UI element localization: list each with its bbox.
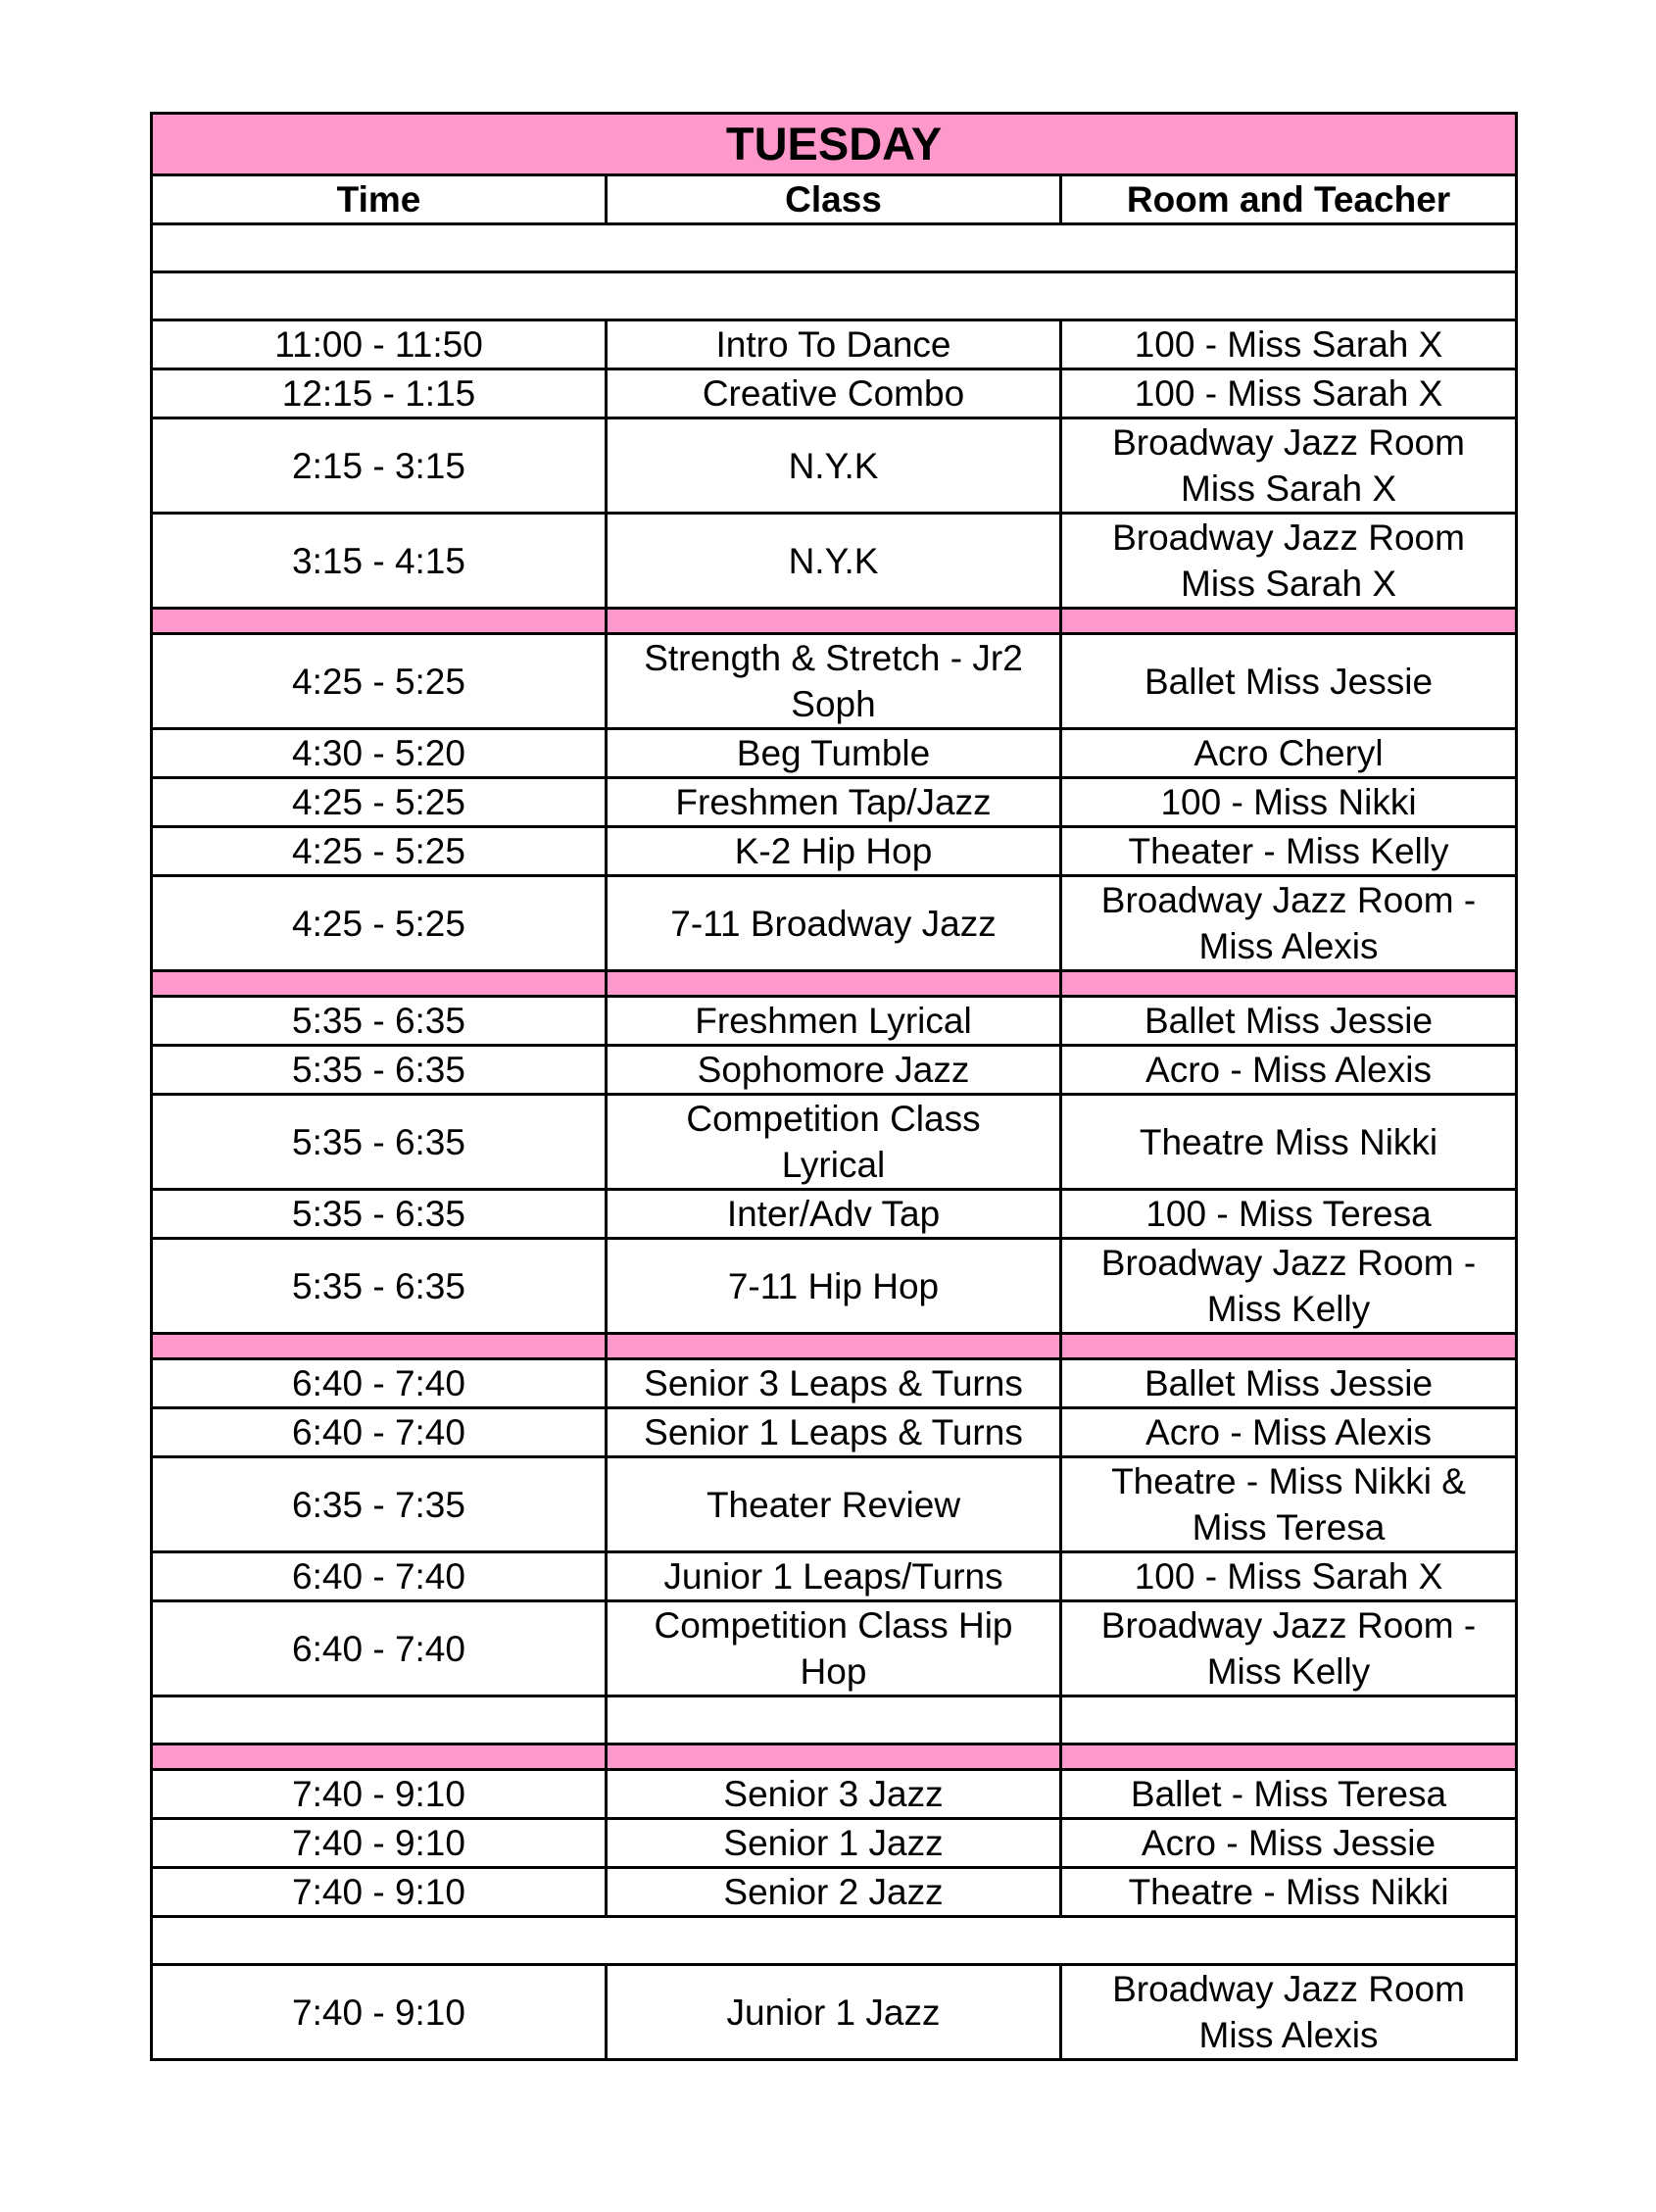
class-cell: Competition Class Lyrical <box>607 1095 1061 1190</box>
class-row <box>152 1095 1517 1190</box>
class-cell: Intro To Dance <box>607 320 1061 369</box>
class-cell: 7-11 Hip Hop <box>607 1239 1061 1334</box>
class-row <box>152 1965 1517 2060</box>
time-cell: 6:40 - 7:40 <box>152 1408 607 1457</box>
time-cell: 5:35 - 6:35 <box>152 1046 607 1095</box>
class-row <box>152 418 1517 514</box>
time-cell: 6:40 - 7:40 <box>152 1601 607 1696</box>
time-cell: 4:25 - 5:25 <box>152 778 607 827</box>
class-cell: Junior 1 Jazz <box>607 1965 1061 2060</box>
class-row <box>152 320 1517 369</box>
room-teacher-cell: Broadway Jazz Room Miss Sarah X <box>1061 514 1517 609</box>
empty-cell <box>152 1696 607 1745</box>
class-row <box>152 1408 1517 1457</box>
divider-cell <box>607 971 1061 997</box>
section-divider-row <box>152 971 1517 997</box>
room-teacher-cell: 100 - Miss Teresa <box>1061 1190 1517 1239</box>
divider-cell <box>607 609 1061 634</box>
room-teacher-cell: Ballet Miss Jessie <box>1061 997 1517 1046</box>
time-cell: 7:40 - 9:10 <box>152 1819 607 1868</box>
class-cell: Senior 3 Jazz <box>607 1770 1061 1819</box>
room-teacher-cell: 100 - Miss Sarah X <box>1061 1552 1517 1601</box>
class-row <box>152 1868 1517 1917</box>
time-cell: 3:15 - 4:15 <box>152 514 607 609</box>
room-teacher-cell: Acro - Miss Alexis <box>1061 1046 1517 1095</box>
empty-cell <box>152 1917 1517 1965</box>
class-cell: K-2 Hip Hop <box>607 827 1061 876</box>
class-cell: N.Y.K <box>607 514 1061 609</box>
divider-cell <box>152 609 607 634</box>
class-cell: N.Y.K <box>607 418 1061 514</box>
empty-cell <box>152 224 1517 272</box>
room-teacher-cell: Broadway Jazz Room - Miss Alexis <box>1061 876 1517 971</box>
class-row <box>152 778 1517 827</box>
time-cell: 7:40 - 9:10 <box>152 1770 607 1819</box>
header-room-teacher: Room and Teacher <box>1061 175 1517 224</box>
time-cell: 12:15 - 1:15 <box>152 369 607 418</box>
room-teacher-cell: Broadway Jazz Room Miss Alexis <box>1061 1965 1517 2060</box>
class-row <box>152 1770 1517 1819</box>
class-cell: Senior 2 Jazz <box>607 1868 1061 1917</box>
room-teacher-cell: Theatre - Miss Nikki <box>1061 1868 1517 1917</box>
room-teacher-cell: Theatre - Miss Nikki & Miss Teresa <box>1061 1457 1517 1552</box>
empty-cell <box>152 272 1517 320</box>
class-cell: Creative Combo <box>607 369 1061 418</box>
room-teacher-cell: Ballet Miss Jessie <box>1061 634 1517 729</box>
class-cell: Senior 1 Jazz <box>607 1819 1061 1868</box>
time-cell: 4:25 - 5:25 <box>152 827 607 876</box>
class-cell: 7-11 Broadway Jazz <box>607 876 1061 971</box>
class-row <box>152 997 1517 1046</box>
class-cell: Competition Class Hip Hop <box>607 1601 1061 1696</box>
empty-cell <box>607 1696 1061 1745</box>
class-cell: Senior 3 Leaps & Turns <box>607 1359 1061 1408</box>
class-row <box>152 1457 1517 1552</box>
time-cell: 5:35 - 6:35 <box>152 1095 607 1190</box>
empty-cell <box>1061 1696 1517 1745</box>
class-row <box>152 1239 1517 1334</box>
class-row <box>152 729 1517 778</box>
divider-cell <box>1061 609 1517 634</box>
class-row <box>152 827 1517 876</box>
header-time: Time <box>152 175 607 224</box>
time-cell: 5:35 - 6:35 <box>152 1239 607 1334</box>
class-cell: Theater Review <box>607 1457 1061 1552</box>
room-teacher-cell: Acro Cheryl <box>1061 729 1517 778</box>
divider-cell <box>607 1334 1061 1359</box>
time-cell: 2:15 - 3:15 <box>152 418 607 514</box>
class-cell: Freshmen Lyrical <box>607 997 1061 1046</box>
divider-cell <box>152 971 607 997</box>
room-teacher-cell: 100 - Miss Sarah X <box>1061 320 1517 369</box>
room-teacher-cell: Broadway Jazz Room Miss Sarah X <box>1061 418 1517 514</box>
time-cell: 4:25 - 5:25 <box>152 876 607 971</box>
time-cell: 7:40 - 9:10 <box>152 1965 607 2060</box>
class-row <box>152 1552 1517 1601</box>
time-cell: 7:40 - 9:10 <box>152 1868 607 1917</box>
time-cell: 6:40 - 7:40 <box>152 1359 607 1408</box>
room-teacher-cell: 100 - Miss Sarah X <box>1061 369 1517 418</box>
section-divider-row <box>152 609 1517 634</box>
room-teacher-cell: Acro - Miss Jessie <box>1061 1819 1517 1868</box>
header-class: Class <box>607 175 1061 224</box>
divider-cell <box>152 1334 607 1359</box>
class-row <box>152 634 1517 729</box>
room-teacher-cell: Ballet Miss Jessie <box>1061 1359 1517 1408</box>
class-cell: Strength & Stretch - Jr2 Soph <box>607 634 1061 729</box>
time-cell: 4:25 - 5:25 <box>152 634 607 729</box>
room-teacher-cell: Broadway Jazz Room - Miss Kelly <box>1061 1239 1517 1334</box>
class-row <box>152 514 1517 609</box>
room-teacher-cell: Ballet - Miss Teresa <box>1061 1770 1517 1819</box>
divider-cell <box>1061 1745 1517 1770</box>
empty-row <box>152 272 1517 320</box>
class-cell: Beg Tumble <box>607 729 1061 778</box>
schedule-title: TUESDAY <box>152 114 1517 175</box>
section-divider-row <box>152 1334 1517 1359</box>
room-teacher-cell: Theatre Miss Nikki <box>1061 1095 1517 1190</box>
time-cell: 11:00 - 11:50 <box>152 320 607 369</box>
empty-row <box>152 1917 1517 1965</box>
room-teacher-cell: Broadway Jazz Room - Miss Kelly <box>1061 1601 1517 1696</box>
class-row <box>152 1601 1517 1696</box>
time-cell: 5:35 - 6:35 <box>152 1190 607 1239</box>
class-row <box>152 369 1517 418</box>
time-cell: 6:40 - 7:40 <box>152 1552 607 1601</box>
room-teacher-cell: Theater - Miss Kelly <box>1061 827 1517 876</box>
class-row <box>152 1046 1517 1095</box>
class-cell: Inter/Adv Tap <box>607 1190 1061 1239</box>
class-row <box>152 1819 1517 1868</box>
class-row <box>152 1359 1517 1408</box>
schedule-body <box>152 224 1517 2060</box>
schedule-table <box>150 112 1518 2061</box>
class-cell: Senior 1 Leaps & Turns <box>607 1408 1061 1457</box>
class-row <box>152 876 1517 971</box>
empty-row <box>152 1696 1517 1745</box>
class-cell: Freshmen Tap/Jazz <box>607 778 1061 827</box>
divider-cell <box>1061 1334 1517 1359</box>
class-row <box>152 1190 1517 1239</box>
empty-row <box>152 224 1517 272</box>
divider-cell <box>607 1745 1061 1770</box>
time-cell: 5:35 - 6:35 <box>152 997 607 1046</box>
section-divider-row <box>152 1745 1517 1770</box>
room-teacher-cell: Acro - Miss Alexis <box>1061 1408 1517 1457</box>
divider-cell <box>152 1745 607 1770</box>
time-cell: 4:30 - 5:20 <box>152 729 607 778</box>
class-cell: Junior 1 Leaps/Turns <box>607 1552 1061 1601</box>
room-teacher-cell: 100 - Miss Nikki <box>1061 778 1517 827</box>
time-cell: 6:35 - 7:35 <box>152 1457 607 1552</box>
divider-cell <box>1061 971 1517 997</box>
class-cell: Sophomore Jazz <box>607 1046 1061 1095</box>
